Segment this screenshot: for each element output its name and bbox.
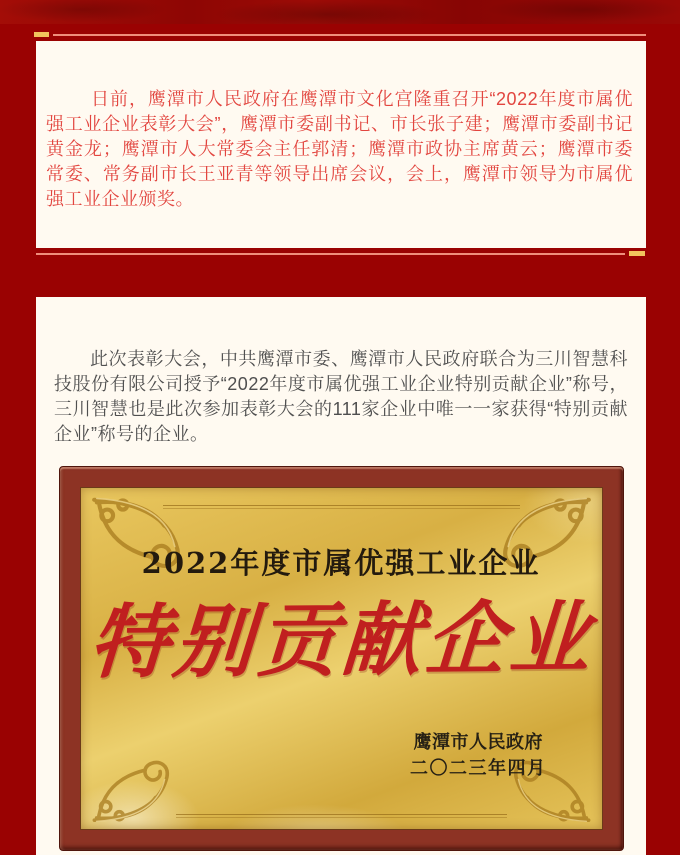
plaque-title: 2022年度市属优强工业企业 — [141, 546, 541, 580]
plaque-etched-line-top — [163, 505, 520, 509]
accent-line-top — [53, 34, 646, 36]
plaque-issuer: 鹰潭市人民政府 — [413, 732, 543, 752]
plaque-gold-face — [80, 487, 603, 830]
paragraph-special-contribution: 此次表彰大会，中共鹰潭市委、鹰潭市人民政府联合为三川智慧科技股份有限公司授予“2022年度市属优强工业企业特别贡献企业”称号，三川智慧也是此次参加表彰大会的111家企业中唯一一家获得“特别贡献企业”称号的企业。 — [54, 349, 628, 444]
award-plaque-photo[interactable] — [59, 466, 624, 851]
plaque-signature-block — [410, 729, 547, 781]
paragraph-award-ceremony: 日前，鹰潭市人民政府在鹰潭市文化宫隆重召开“2022年度市属优强工业企业表彰大会”，鹰潭市委副书记、市长张子建；鹰潭市委副书记黄金龙；鹰潭市人大常委会主任郭清；鹰潭市政协主席黄云；鹰潭市委常委、常务副市长王亚青等领导出席会议，会上，鹰潭市领导为市属优强工业企业颁奖。 — [46, 89, 633, 209]
plaque-etched-line-bottom — [176, 814, 507, 818]
plaque-award-text: 特别贡献企业 — [85, 590, 597, 690]
article-card-honor — [36, 297, 646, 855]
accent-square-top — [34, 32, 49, 37]
plaque-date: 二〇二三年四月 — [410, 758, 547, 778]
plaque-wood-frame — [59, 466, 624, 851]
article-card-intro — [36, 41, 646, 248]
accent-line-bottom — [36, 253, 625, 255]
accent-square-bottom — [629, 251, 645, 256]
top-banner-strip — [0, 0, 680, 24]
